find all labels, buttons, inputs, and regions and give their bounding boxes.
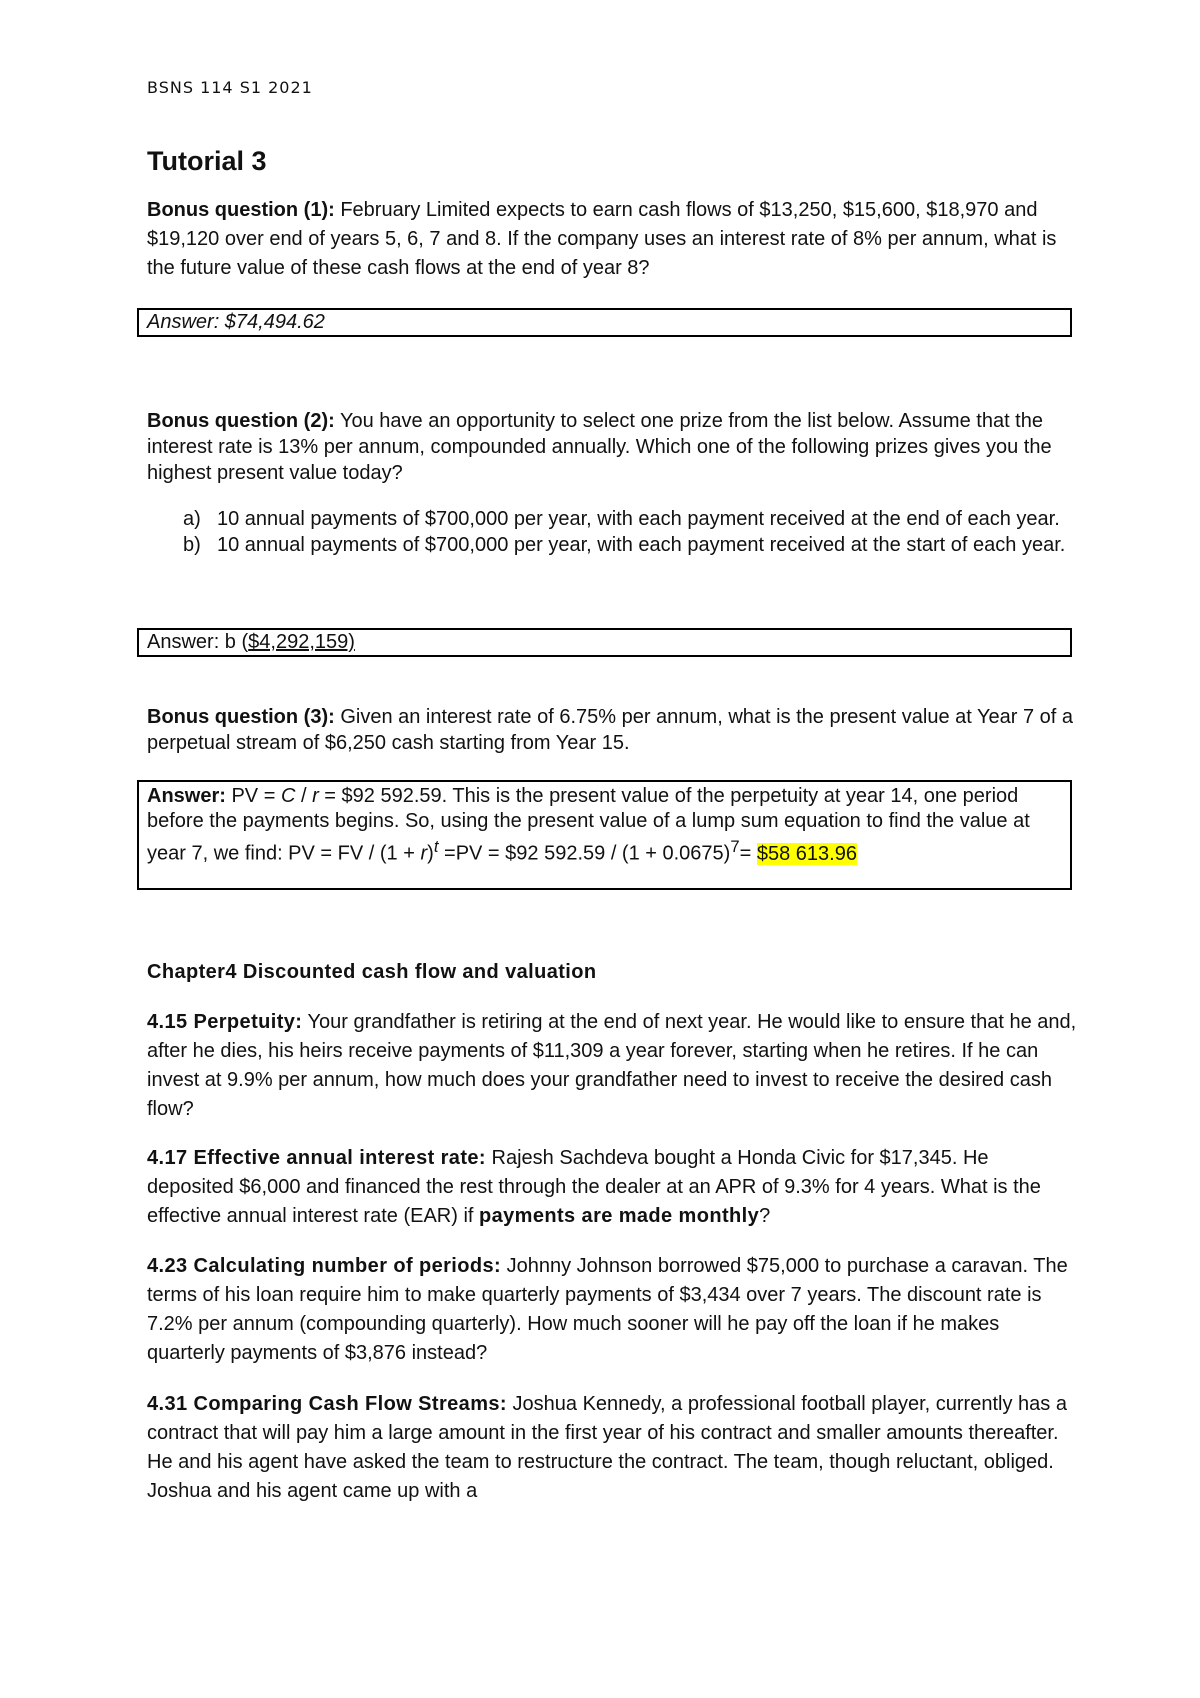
answer-box-1 [137,308,1072,337]
answer-text: Answer: $74,494.62 [147,311,325,333]
formula-exponent-t: t [433,837,439,856]
problem-4-15 [147,1008,1077,1124]
formula-var-r: r [420,842,428,865]
answer-text: PV = [225,785,281,807]
answer-prefix: Answer: b ( [147,631,249,653]
problem-text: Your grandfather is retiring at the end of next year. He would like to ensure that he and, after he dies, his heirs receive payments of $11,309 a year forever, starting when he retires. If he can invest at 9.9% per annum, how much does your grandfather need to invest to receive the desired cash flow? [147,1011,1077,1120]
question-text: Given an interest rate of 6.75% per annum, what is the present value at Year 7 of a perpetual stream of $6,250 cash starting from Year 15. [147,706,1073,754]
list-item-text: 10 annual payments of $700,000 per year, with each payment received at the end of each year. [217,508,1060,530]
question-label: Bonus question (3): [147,706,335,728]
chapter-heading: Chapter4 Discounted cash flow and valuation [147,961,597,983]
formula-exponent-7: 7 [730,837,740,856]
prize-list [147,506,1077,558]
answer-text: = [739,842,757,865]
question-text: February Limited expects to earn cash flows of $13,250, $15,600, $18,970 and $19,120 over end of years 5, 6, 7 and 8. If the company uses an interest rate of 8% per annum, what is the future value of these cash flows at the end of year 8? [147,199,1057,279]
problem-4-17 [147,1144,1077,1231]
bonus-question-3 [147,704,1077,756]
problem-label: 4.17 Effective annual interest rate: [147,1147,486,1169]
page-title: Tutorial 3 [147,146,267,176]
answer-label: Answer: [147,785,226,807]
list-marker: a) [183,508,201,530]
formula-var-c: C [280,785,296,807]
problem-emphasis: payments are made monthly [479,1205,760,1227]
problem-text: Joshua Kennedy, a professional football player, currently has a contract that will pay him a large amount in the first year of his contract and smaller amounts thereafter. He and his agent have asked the team to restructure the contract. The team, though reluctant, obliged. Joshua and his agent came up with a [147,1393,1067,1502]
problem-text-end: ? [759,1205,771,1227]
bonus-question-1 [147,196,1077,283]
list-marker: b) [183,534,201,556]
answer-value: $4,292,159) [248,631,355,653]
question-label: Bonus question (1): [147,199,335,221]
question-text: You have an opportunity to select one prize from the list below. Assume that the interest rate is 13% per annum, compounded annually. Which one of the following prizes gives you the highest present value today? [147,410,1052,484]
answer-text: = $92 592.59. This is the present value of the perpetuity at year 14, one period before the payments begins. So, using the present value of a lump sum equation to find the value at year 7, we find: PV = FV / (1 + [147,785,1030,865]
bonus-question-2 [147,408,1077,486]
list-item [147,506,1077,532]
list-item-text: 10 annual payments of $700,000 per year, with each payment received at the start of each year. [217,534,1066,556]
problem-text: Rajesh Sachdeva bought a Honda Civic for $17,345. He deposited $6,000 and financed the rest through the dealer at an APR of 9.3% for 4 years. What is the effective annual interest rate (EAR) if [147,1147,1041,1227]
formula-var-r: r [312,785,319,807]
problem-label: 4.23 Calculating number of periods: [147,1255,502,1277]
highlighted-answer: $58 613.96 [756,842,857,865]
problem-4-31 [147,1390,1077,1506]
question-label: Bonus question (2): [147,410,335,432]
answer-text: =PV = $92 592.59 / (1 + 0.0675) [438,842,731,865]
problem-label: 4.15 Perpetuity: [147,1011,303,1033]
list-item [147,532,1077,558]
answer-box-2 [137,628,1072,657]
page-header: BSNS 114 S1 2021 [147,78,313,97]
answer-box-3: Answer: PV = C / r = $92 592.59. This is the present value of the perpetuity at year 14, one period before the payments begins. So, using the present value of a lump sum equation to find the value at year 7, we find: PV = FV / $(1 + r)^t =PV$ = $92 $592.59 / (1 + 0.0675)^7=$ $58 613.96 [137,780,1072,890]
problem-4-23 [147,1252,1077,1368]
problem-text: Johnny Johnson borrowed $75,000 to purchase a caravan. The terms of his loan require him to make quarterly payments of $3,434 over 7 years. The discount rate is 7.2% per annum (compounding quarterly). How much sooner will he pay off the loan if he makes quarterly payments of $3,876 instead? [147,1255,1068,1364]
formula-slash: / [295,785,313,807]
problem-label: 4.31 Comparing Cash Flow Streams: [147,1393,507,1415]
